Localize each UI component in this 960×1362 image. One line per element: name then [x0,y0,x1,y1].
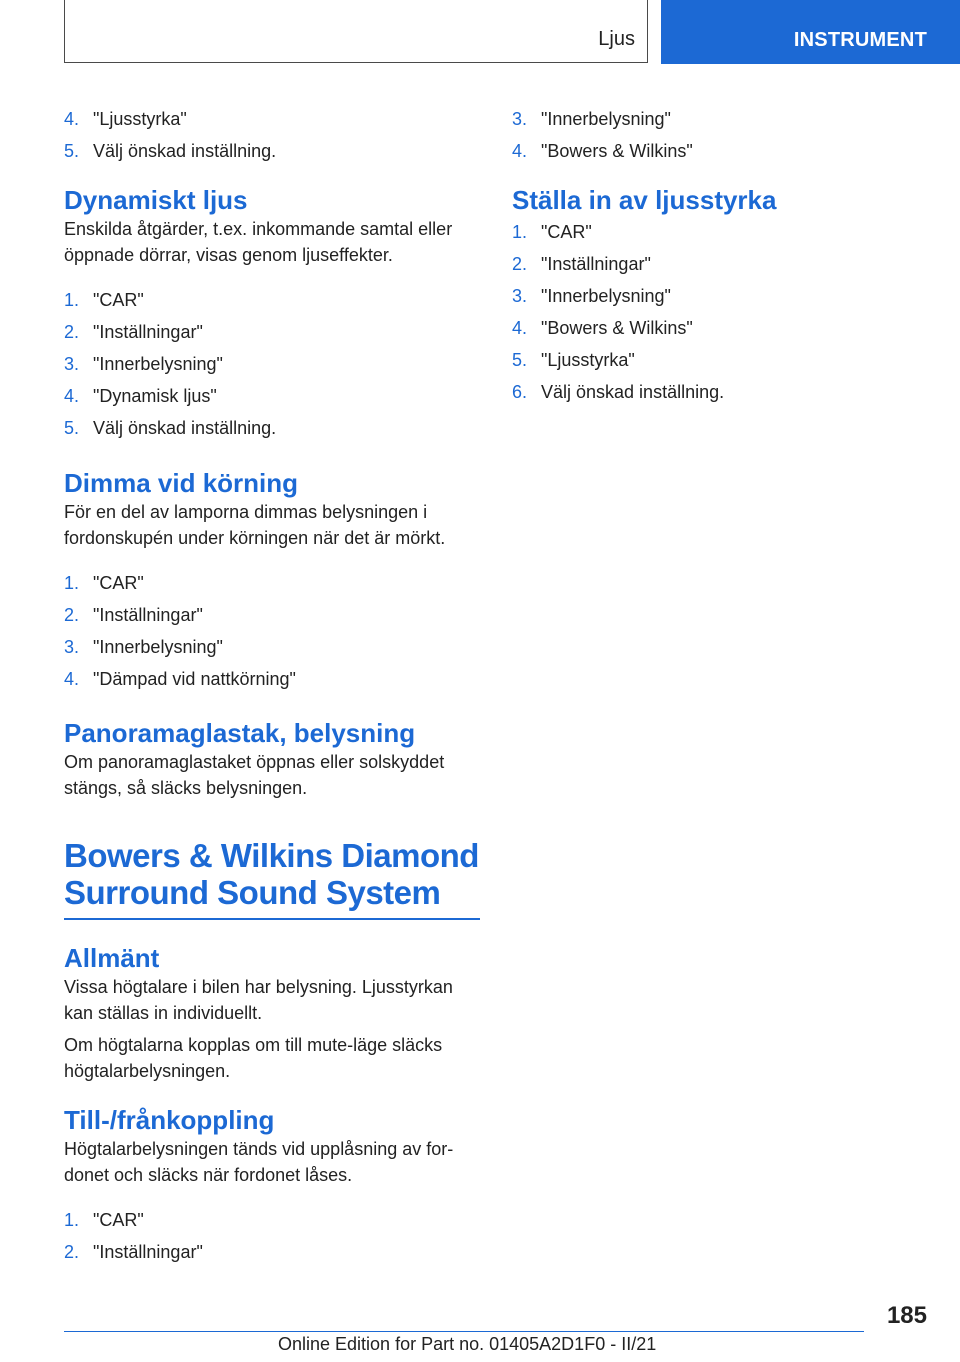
step-number: 4. [64,669,80,689]
step-text: "Dynamisk ljus" [93,386,217,406]
step-number: 4. [512,318,528,338]
page-number: 185 [886,1302,927,1329]
step-item [64,663,480,695]
step-text: "Bowers & Wilkins" [541,141,693,161]
step-number: 3. [512,286,528,306]
heading-on-off: Till-/frånkoppling [64,1105,275,1135]
panorama-body: Om panoramaglastaket öppnas eller solskyddet stängs, så släcks belysningen. [64,752,445,798]
step-number: 5. [512,350,528,370]
step-number: 1. [64,1210,80,1230]
heading-brightness: Ställa in av ljusstyrka [512,185,777,215]
step-number: 1. [64,573,80,593]
step-item [64,1204,480,1236]
general-body-1: Vissa högtalare i bilen har belysning. Ljusstyrkan kan ställas in individuellt. [64,977,453,1023]
step-number: 2. [64,605,80,625]
step-text: "Innerbelysning" [93,354,223,374]
step-number: 3. [512,109,528,129]
on-off-body: Högtalarbelysningen tänds vid upplåsning av for-donet och släcks när fordonet låses. [64,1139,454,1185]
brightness-steps [512,216,896,408]
step-text: "Inställningar" [93,1242,203,1262]
left-column [64,103,480,1268]
general-body-2: Om högtalarna kopplas om till mute-läge släcks högtalarbelysningen. [64,1035,443,1081]
step-text: "Dämpad vid nattkörning" [93,669,296,689]
step-text: "CAR" [93,1210,144,1230]
step-text: Välj önskad inställning. [93,418,277,438]
step-text: "Innerbelysning" [541,109,671,129]
header-section-box [64,0,648,63]
step-item [64,284,480,316]
step-number: 5. [64,418,80,438]
step-item [512,216,896,248]
step-number: 4. [64,386,80,406]
step-text: "Ljusstyrka" [541,350,635,370]
right-column [512,103,896,408]
top-steps-right [512,103,896,167]
step-text: "CAR" [93,573,144,593]
chapter-label: INSTRUMENT [793,29,927,51]
section-title: Ljus [598,28,635,50]
step-item [64,631,480,663]
step-number: 1. [512,222,528,242]
step-text: "Inställningar" [93,605,203,625]
step-text: "Bowers & Wilkins" [541,318,693,338]
top-steps-left [64,103,480,167]
step-item [64,316,480,348]
step-item [64,135,480,167]
step-text: "Innerbelysning" [93,637,223,657]
heading-dimming: Dimma vid körning [64,468,299,498]
dynamic-light-body: Enskilda åtgärder, t.ex. inkommande samtal eller öppnade dörrar, visas genom ljuseffekter. [64,219,453,265]
footer-divider [64,1331,864,1332]
heading-dynamic-light: Dynamiskt ljus [64,185,248,215]
step-number: 4. [512,141,528,161]
step-item [64,412,480,444]
step-item [64,567,480,599]
step-item [512,376,896,408]
step-item [64,599,480,631]
dimming-body: För en del av lamporna dimmas belysningen i fordonskupén under körningen när det är mörkt. [64,502,446,548]
on-off-steps [64,1204,480,1268]
step-item [64,348,480,380]
chapter-heading-bowers-wilkins: Bowers & Wilkins Diamond Surround Sound System [64,837,480,920]
step-text: "Inställningar" [541,254,651,274]
step-text: Välj önskad inställning. [541,382,725,402]
step-item [512,103,896,135]
step-item [512,248,896,280]
step-number: 2. [512,254,528,274]
step-number: 2. [64,322,80,342]
chapter-tab[interactable] [661,0,960,64]
step-number: 5. [64,141,80,161]
edition-note: Online Edition for Part no. 01405A2D1F0 - II/21 [278,1334,657,1354]
dimming-steps [64,567,480,695]
step-item [512,280,896,312]
heading-general: Allmänt [64,943,160,973]
step-text: Välj önskad inställning. [93,141,277,161]
step-number: 1. [64,290,80,310]
step-text: "CAR" [93,290,144,310]
step-number: 6. [512,382,528,402]
step-text: "Ljusstyrka" [93,109,187,129]
step-item [512,344,896,376]
dynamic-light-steps [64,284,480,444]
step-item [64,103,480,135]
step-text: "Innerbelysning" [541,286,671,306]
step-text: "CAR" [541,222,592,242]
step-item [512,135,896,167]
step-number: 3. [64,354,80,374]
step-item [64,1236,480,1268]
step-number: 2. [64,1242,80,1262]
step-text: "Inställningar" [93,322,203,342]
heading-panorama: Panoramaglastak, belysning [64,718,416,748]
step-item [64,380,480,412]
step-number: 3. [64,637,80,657]
step-item [512,312,896,344]
step-number: 4. [64,109,80,129]
